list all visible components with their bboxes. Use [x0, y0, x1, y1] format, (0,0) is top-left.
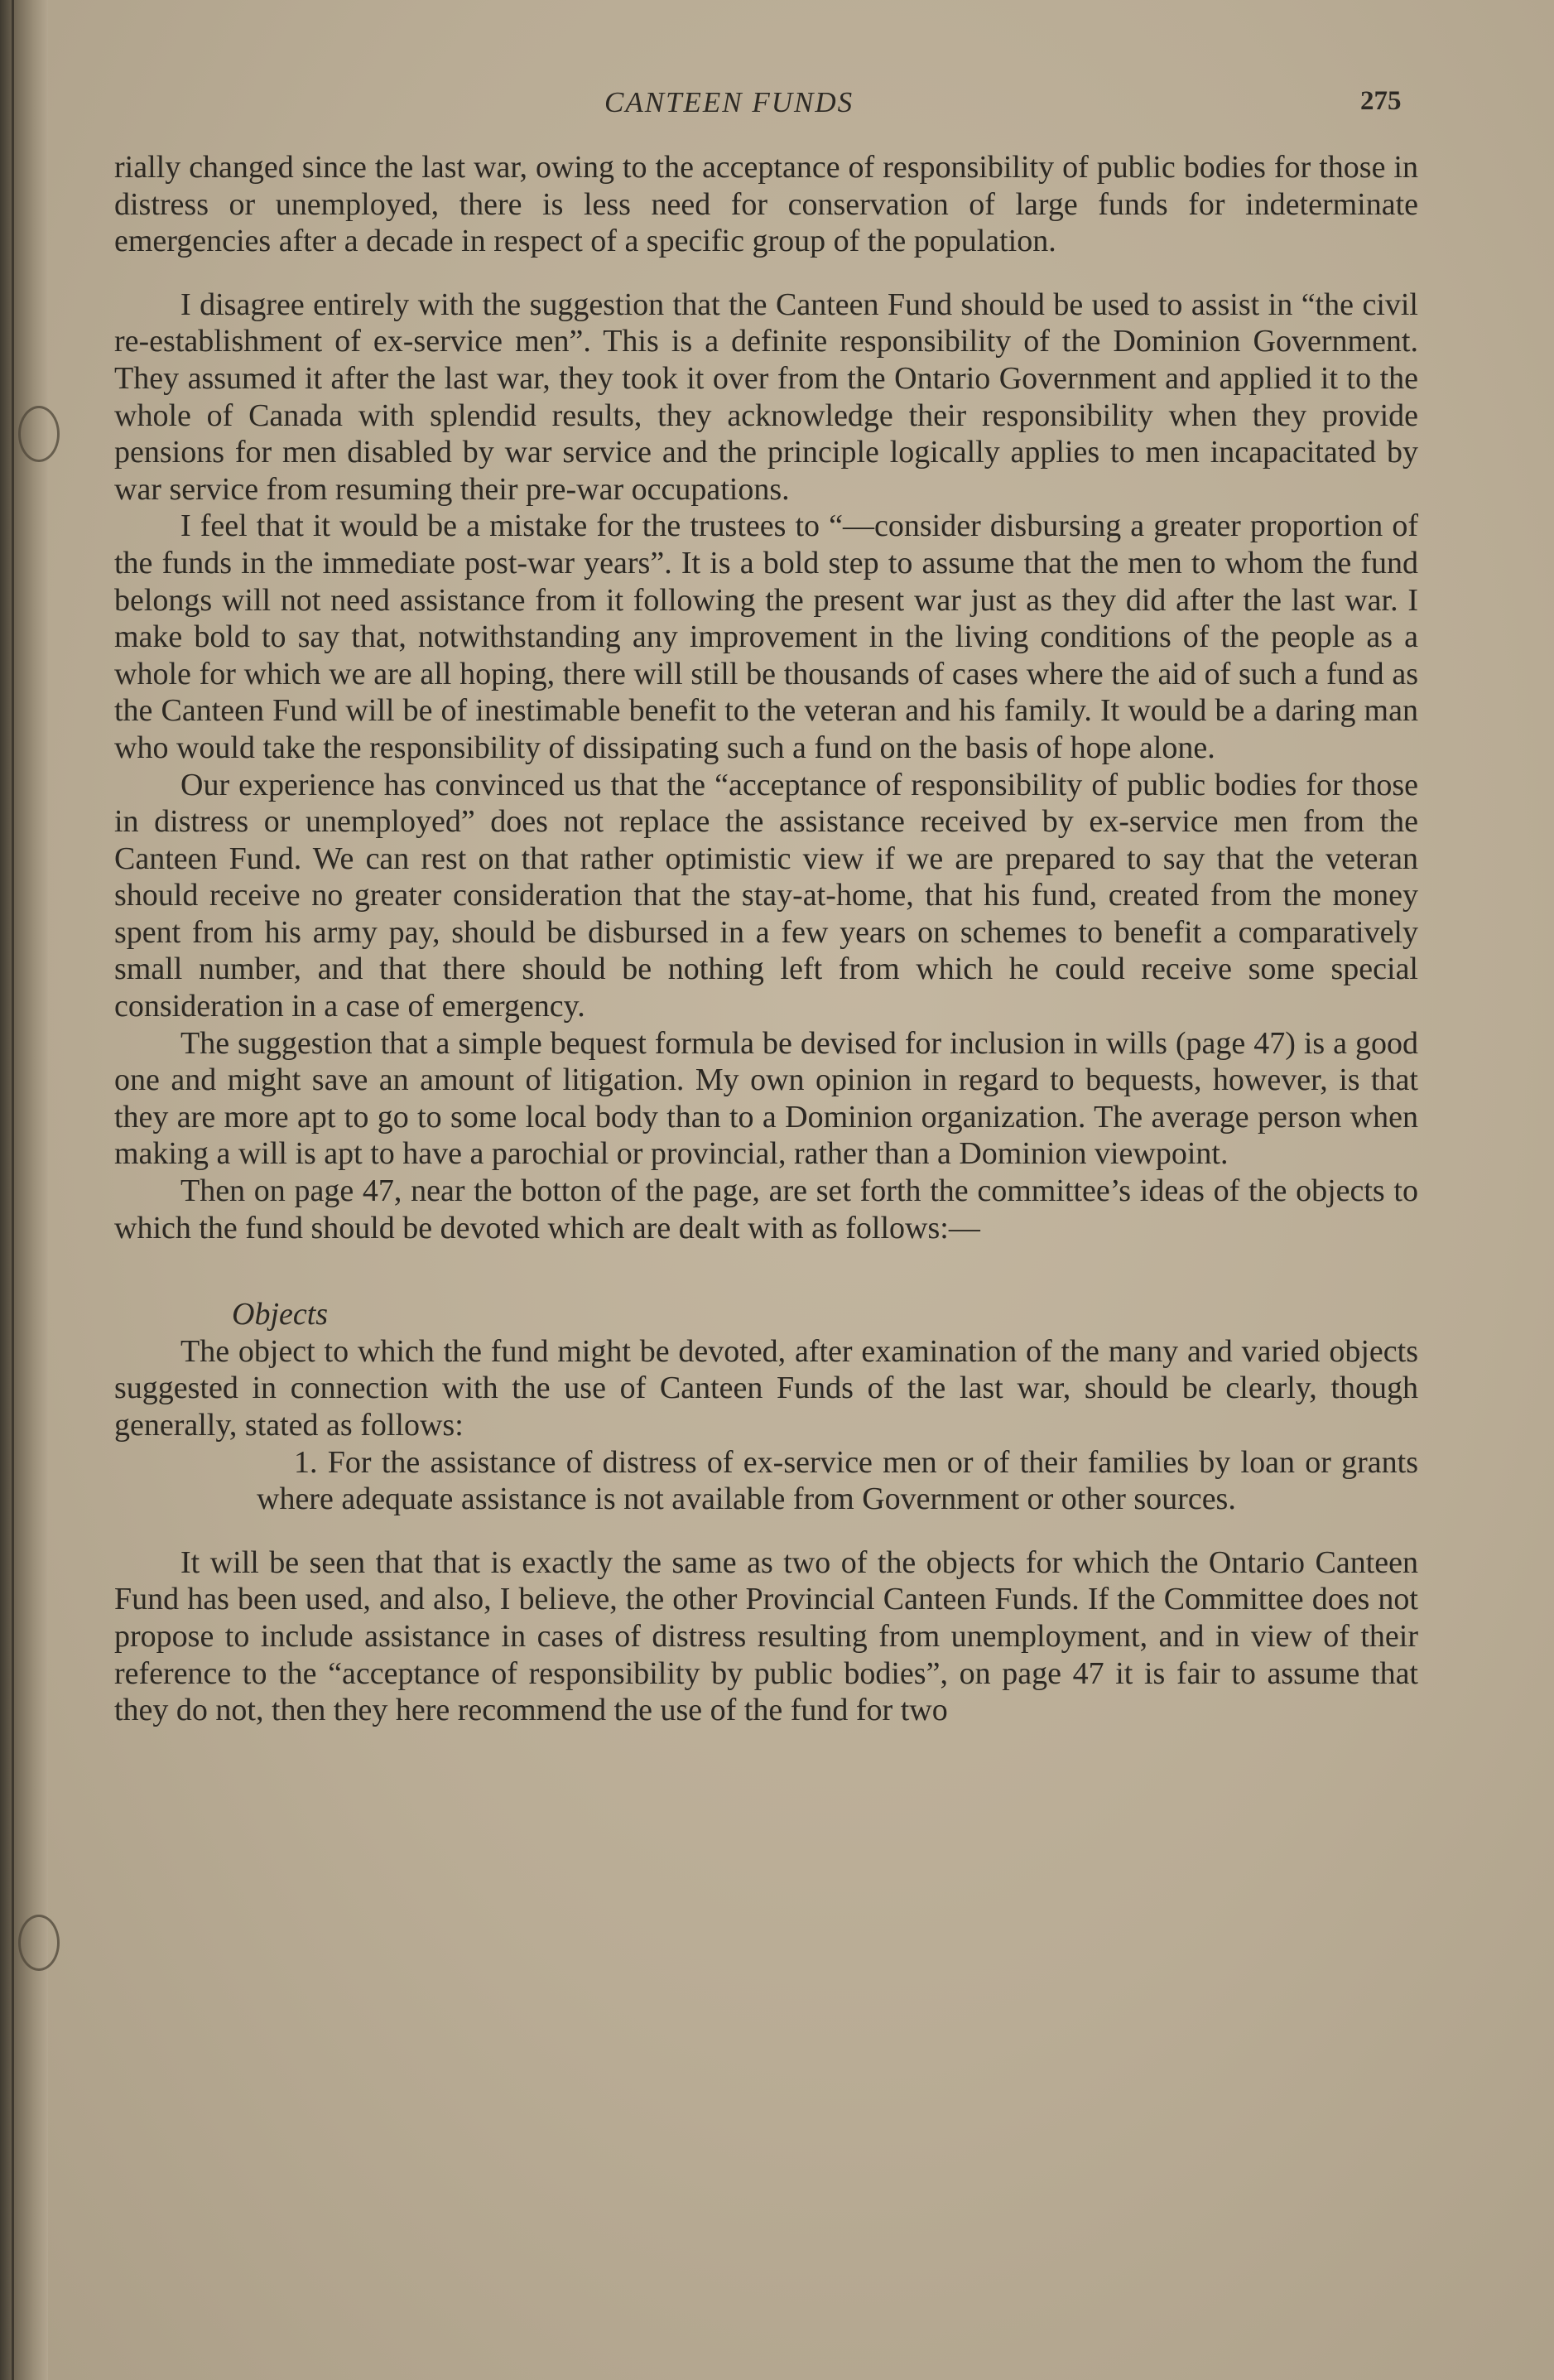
binding-hole-lower: [18, 1915, 60, 1971]
paragraph-ontario-comparison: It will be seen that that is exactly the same as two of the objects for which the Ontario Canteen Fund has been used, and also, I believe, the other Provincial Canteen Funds. If the Committee does not propose to include assistance in cases of distress resulting from unemployment, and in view of their reference to the “acceptance of responsibility by public bodies”, on page 47 it is fair to assume that they do not, then they here recommend the use of the fund for two: [114, 1544, 1418, 1728]
binding-hole-upper: [18, 406, 60, 462]
objects-item-1: [219, 1444, 1418, 1518]
objects-quote: The object to which the fund might be devoted, after examination of the many and varied objects suggested in connection with the use of Canteen Funds of the last war, should be clearly, though generally, stated as follows:: [114, 1333, 1418, 1443]
paragraph-trustees-mistake: I feel that it would be a mistake for the trustees to “—consider disbursing a greater proportion of the funds in the immediate post-war years”. It is a bold step to assume that the men to whom the fund belongs will not need assistance from it following the present war just as they did after the last war. I make bold to say that, notwithstanding any improvement in the living conditions of the people as a whole for which we are all hoping, there will still be thousands of cases where the aid of such a fund as the Canteen Fund will be of inestimable benefit to the veteran and his family. It would be a daring man who would take the responsibility of dissipating such a fund on the basis of hope alone.: [114, 508, 1418, 765]
body-text: [114, 149, 1418, 1729]
paragraph-objects-intro: Then on page 47, near the botton of the page, are set forth the committee’s ideas of the objects to which the fund should be devoted which are dealt with as follows:—: [114, 1173, 1418, 1245]
binding-shadow-line: [12, 0, 14, 2380]
paragraph-experience: Our experience has convinced us that the “acceptance of responsibility of public bodies for those in distress or unemployed” does not replace the assistance received by ex-service men from the Canteen Fund. We can rest on that rather optimistic view if we are prepared to say that the veteran should receive no greater consideration that the stay-at-home, that his fund, created from the money spent from his army pay, should be disbursed in a few years on schemes to benefit a comparatively small number, and that there should be nothing left from which he could receive some special consideration in a case of emergency.: [114, 767, 1418, 1024]
item-text: For the assistance of distress of ex-service men or of their families by loan or grants where adequate assistance is not available from Government or other sources.: [257, 1444, 1418, 1517]
page-number: 275: [1360, 86, 1402, 116]
paragraph-civil-re-establishment: I disagree entirely with the suggestion that the Canteen Fund should be used to assist in “the civil re-establishment of ex-service men”. This is a definite responsibility of the Dominion Government. They assumed it after the last war, they took it over from the Ontario Government and applied it to the whole of Canada with splendid results, they acknowledge their responsibility when they provide pensions for men disabled by war service and the principle logically applies to men incapacitated by war service from resuming their pre-war occupations.: [114, 287, 1418, 507]
objects-heading: Objects: [232, 1297, 329, 1332]
paragraph-bequest: The suggestion that a simple bequest formula be devised for inclusion in wills (page 47) is a good one and might save an amount of litigation. My own opinion in regard to bequests, however, is that they are more apt to go to some local body than to a Dominion organization. The average person when making a will is apt to have a parochial or provincial, rather than a Dominion viewpoint.: [114, 1025, 1418, 1172]
page-header: [0, 86, 1554, 128]
continued-quote-paragraph: rially changed since the last war, owing to the acceptance of responsibility of public bodies for those in distress or unemployed, there is less need for conservation of large funds for indeterminate emergencies after a decade in respect of a specific group of the population.: [114, 150, 1418, 259]
running-head: CANTEEN FUNDS: [604, 86, 854, 118]
item-number: 1.: [294, 1444, 318, 1480]
book-binding-edge: [0, 0, 48, 2380]
